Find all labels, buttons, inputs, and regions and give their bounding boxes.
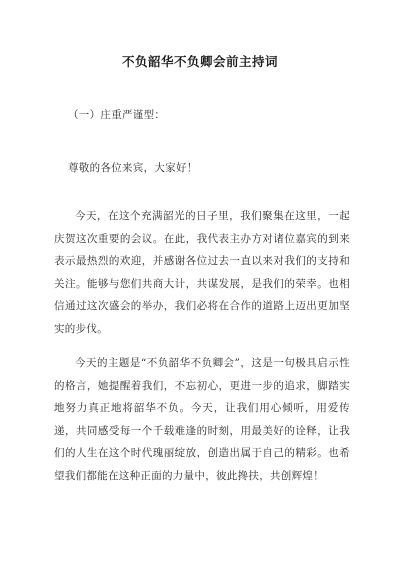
- document-title: 不负韶华不负卿会前主持词: [121, 54, 278, 69]
- greeting-line: 尊敬的各位来宾，大家好！: [68, 162, 198, 174]
- section-heading: （一）庄重严谨型：: [68, 109, 166, 121]
- body-paragraph-2: 今天的主题是“不负韶华不负卿会”，这是一句极具启示性的格言，她提醒着我们，不忘初心，更进一步的追求，脚踏实地努力真正地将韶华不负。今天，让我们用心倾听，用爱传递，共同感受每一个千载难逢的时刻，用最美好的诠释，让我们的人生在这个时代瑰丽绽放，创造出属于自己的精彩。也希望我们都能在这种正面的力量中，彼此搀扶，共创辉煌！: [54, 357, 350, 482]
- body-paragraph-1: 今天，在这个充满韶光的日子里，我们聚集在这里，一起庆贺这次重要的会议。在此，我代表主办方对诸位嘉宾的到来表示最热烈的欢迎，并感谢各位过去一直以来对我们的支持和关注。能够与您们共商大计，共谋发展，是我们的荣幸。也相信通过这次盛会的举办，我们必将在合作的道路上迈出更加坚实的步伐。: [54, 210, 350, 335]
